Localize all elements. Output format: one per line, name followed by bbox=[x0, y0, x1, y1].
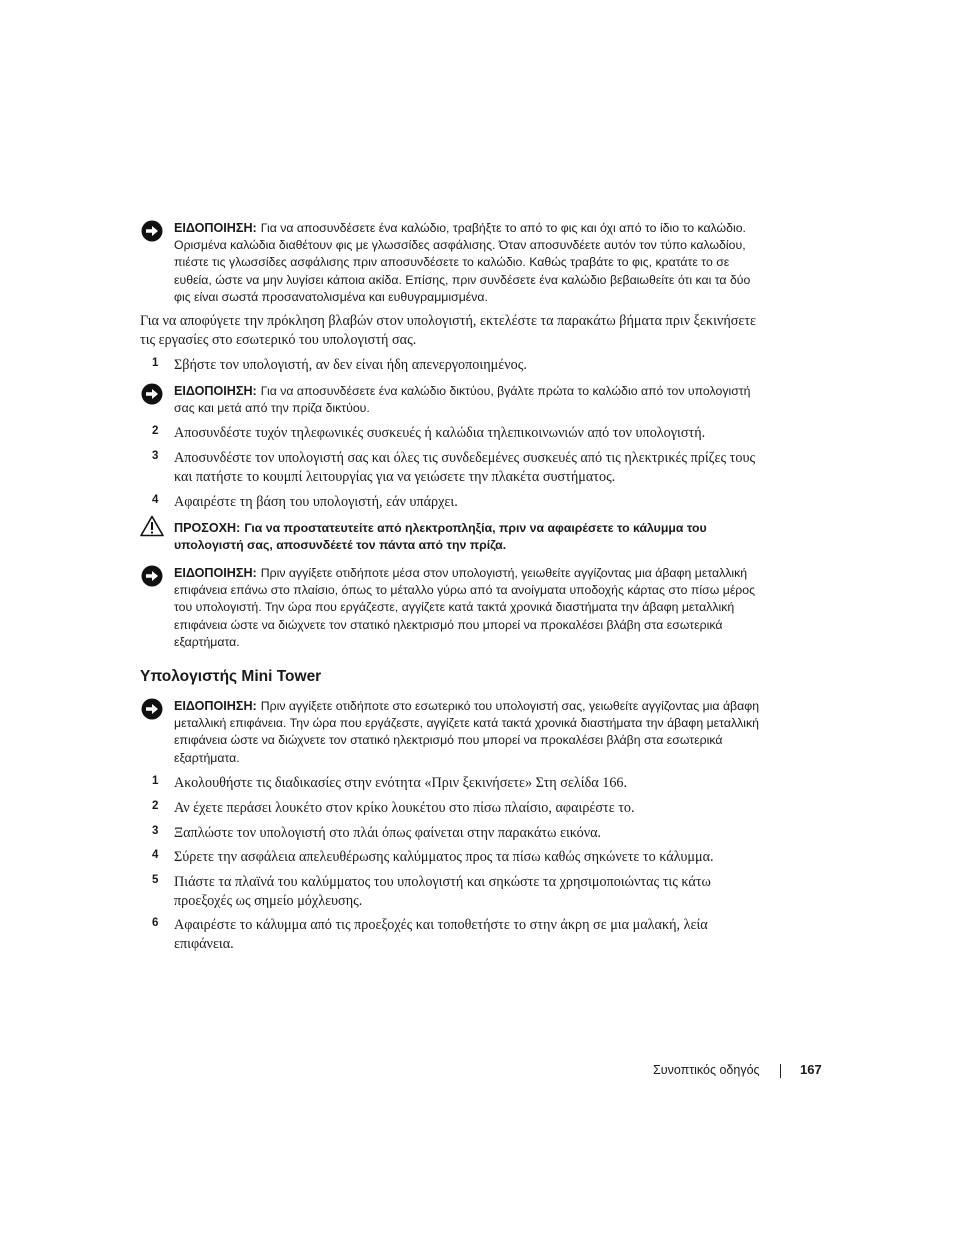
notice-text bbox=[174, 698, 760, 767]
step-number: 6 bbox=[152, 917, 159, 929]
step-number: 3 bbox=[152, 825, 159, 837]
step-number: 2 bbox=[152, 425, 159, 437]
step-text: Σύρετε την ασφάλεια απελευθέρωσης καλύμματος προς τα πίσω καθώς σηκώνετε το κάλυμμα. bbox=[174, 849, 714, 865]
step-text: Αποσυνδέστε τυχόν τηλεφωνικές συσκευές ή καλώδια τηλεπικοινωνιών από τον υπολογιστή. bbox=[174, 425, 706, 441]
step-text: Αποσυνδέστε τον υπολογιστή σας και όλες τις συνδεδεμένες συσκευές από τις ηλεκτρικές πρίζες τους και πατήστε το κουμπί λειτουργίας για να γειώσετε την πλακέτα συστήματος. bbox=[174, 450, 756, 485]
list-item bbox=[140, 493, 760, 512]
notice-body: Για να αποσυνδέσετε ένα καλώδιο δικτύου, βγάλτε πρώτα το καλώδιο από τον υπολογιστή σας και μετά από την πρίζα δικτύου. bbox=[174, 384, 751, 416]
caution-triangle-icon bbox=[139, 515, 165, 537]
section-heading: Υπολογιστής Mini Tower bbox=[140, 668, 322, 685]
step-number: 3 bbox=[152, 450, 159, 462]
notice-label: ΕΙΔΟΠΟΙΗΣΗ: bbox=[174, 221, 257, 235]
step-text: Αφαιρέστε τη βάση του υπολογιστή, εάν υπάρχει. bbox=[174, 494, 458, 510]
list-item bbox=[140, 848, 760, 867]
notice-text bbox=[174, 383, 760, 417]
notice-text bbox=[174, 565, 760, 651]
step-number: 4 bbox=[152, 494, 159, 506]
caution-label: ΠΡΟΣΟΧΗ: bbox=[174, 521, 241, 535]
list-item bbox=[140, 424, 760, 443]
notice-body: Πριν αγγίξετε οτιδήποτε μέσα στον υπολογιστή, γειωθείτε αγγίζοντας μια άβαφη μεταλλική επιφάνεια επάνω στο πλαίσιο, όπως το μέταλλο γύρω από τα ανοίγματα υποδοχής κάρτας στο πίσω μέρος του υπολογιστή. Την ώρα που εργάζεστε, αγγίζετε κατά τακτά χρονικά διαστήματα την άβαφη μεταλλική επιφάνεια ώστε να διώχνετε τον στατικό ηλεκτρισμό που μπορεί να προκαλέσει βλάβη στα εσωτερικά εξαρτήματα. bbox=[174, 566, 756, 649]
step-number: 2 bbox=[152, 800, 159, 812]
step-number: 1 bbox=[152, 775, 159, 787]
footer-title: Συνοπτικός οδηγός bbox=[653, 1063, 760, 1077]
notice-body: Πριν αγγίξετε οτιδήποτε στο εσωτερικό του υπολογιστή σας, γειωθείτε αγγίζοντας μια άβαφη μεταλλική επιφάνεια. Την ώρα που εργάζεστε, αγγίζετε κατά τακτά χρονικά διαστήματα την άβαφη μεταλλική επιφάνεια ώστε να διώχνετε τον στατικό ηλεκτρισμό που μπορεί να προκαλέσει βλάβη στα εσωτερικά εξαρτήματα. bbox=[174, 699, 760, 765]
notice-block bbox=[140, 565, 760, 651]
step-text: Πιάστε τα πλαϊνά του καλύμματος του υπολογιστή και σηκώστε τα χρησιμοποιώντας τις κάτω προεξοχές ως σημείο μόχλευσης. bbox=[174, 874, 711, 909]
notice-label: ΕΙΔΟΠΟΙΗΣΗ: bbox=[174, 566, 257, 580]
list-item bbox=[140, 916, 760, 954]
caution-text bbox=[174, 520, 760, 554]
notice-arrow-icon bbox=[141, 565, 163, 587]
step-text: Σβήστε τον υπολογιστή, αν δεν είναι ήδη απενεργοποιημένος. bbox=[174, 357, 527, 373]
step-text: Ακολουθήστε τις διαδικασίες στην ενότητα «Πριν ξεκινήσετε» Στη σελίδα 166. bbox=[174, 775, 628, 791]
intro-paragraph: Για να αποφύγετε την πρόκληση βλαβών στον υπολογιστή, εκτελέστε τα παρακάτω βήματα πριν ξεκινήσετε τις εργασίες στο εσωτερικό του υπολογιστή σας. bbox=[140, 313, 757, 348]
notice-block bbox=[140, 383, 760, 417]
notice-body: Για να αποσυνδέσετε ένα καλώδιο, τραβήξτε το από το φις και όχι από το ίδιο το καλώδιο. Ορισμένα καλώδια διαθέτουν φις με γλωσσίδες ασφάλισης. Όταν αποσυνδέετε αυτόν τον τύπο καλωδίου, πιέστε τις γλωσσίδες ασφάλισης πριν αποσυνδέσετε το καλώδιο. Καθώς τραβάτε το φις, κρατάτε το σε ευθεία, ώστε να μην λυγίσει κάποια ακίδα. Επίσης, πριν συνδέσετε ένα καλώδιο βεβαιωθείτε ότι και τα δύο φις είναι σωστά προσανατολισμένα και ευθυγραμμισμένα. bbox=[174, 221, 751, 304]
list-item bbox=[140, 774, 760, 793]
step-text: Ξαπλώστε τον υπολογιστή στο πλάι όπως φαίνεται στην παρακάτω εικόνα. bbox=[174, 825, 602, 841]
caution-body: Για να προστατευτείτε από ηλεκτροπληξία, πριν να αφαιρέσετε το κάλυμμα του υπολογιστή σας, αποσυνδέετέ τον πάντα από την πρίζα. bbox=[174, 521, 707, 553]
step-number: 5 bbox=[152, 874, 159, 886]
list-item bbox=[140, 873, 760, 911]
notice-block bbox=[140, 698, 760, 767]
notice-arrow-icon bbox=[141, 220, 163, 242]
step-text: Αφαιρέστε το κάλυμμα από τις προεξοχές και τοποθετήστε το στην άκρη σε μια μαλακή, λεία επιφάνεια. bbox=[174, 917, 708, 952]
notice-label: ΕΙΔΟΠΟΙΗΣΗ: bbox=[174, 384, 257, 398]
page-number: 167 bbox=[800, 1062, 822, 1077]
step-text: Αν έχετε περάσει λουκέτο στον κρίκο λουκέτου στο πίσω πλαίσιο, αφαιρέστε το. bbox=[174, 800, 635, 816]
footer-divider bbox=[780, 1064, 781, 1078]
notice-label: ΕΙΔΟΠΟΙΗΣΗ: bbox=[174, 699, 257, 713]
list-item bbox=[140, 799, 760, 818]
notice-block bbox=[140, 220, 760, 306]
notice-arrow-icon bbox=[141, 383, 163, 405]
list-item bbox=[140, 356, 760, 375]
notice-text bbox=[174, 220, 760, 306]
step-number: 1 bbox=[152, 357, 159, 369]
caution-block bbox=[140, 520, 760, 554]
list-item bbox=[140, 449, 760, 487]
notice-arrow-icon bbox=[141, 698, 163, 720]
step-number: 4 bbox=[152, 849, 159, 861]
list-item bbox=[140, 824, 760, 843]
